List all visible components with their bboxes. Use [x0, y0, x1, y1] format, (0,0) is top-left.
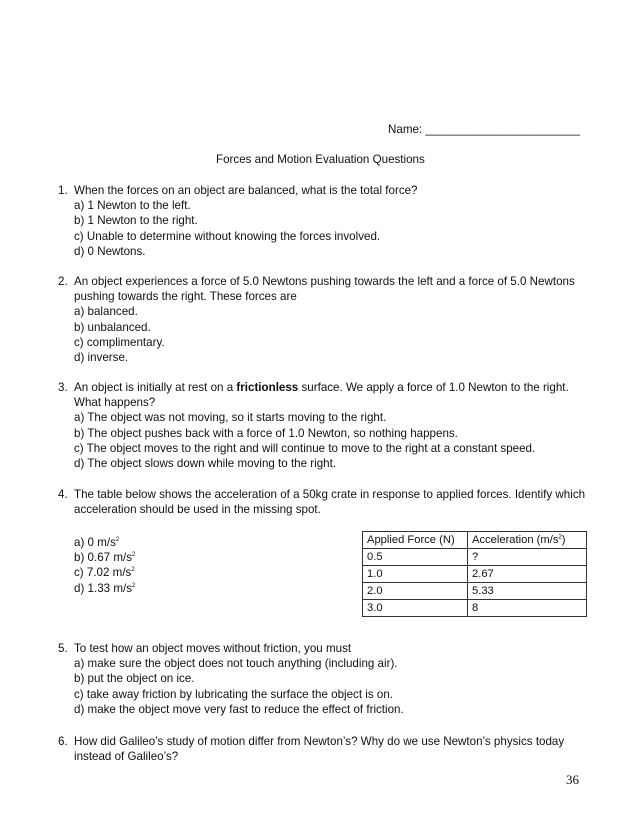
question-stem: When the forces on an object are balanced, what is the total force? — [74, 184, 418, 197]
question-stem: To test how an object moves without friction, you must — [74, 642, 352, 655]
answer-option-a: a) 0 $m/s^2$ — [74, 536, 120, 549]
question-1 — [58, 183, 598, 259]
table-cell: 2.67 — [468, 566, 587, 583]
question-number: 3. — [58, 381, 68, 394]
question-4-options — [74, 535, 135, 596]
answer-option-a: a) The object was not moving, so it starts moving to the right. — [74, 411, 387, 425]
answer-option-c: c) complimentary. — [74, 335, 165, 349]
question-5 — [58, 641, 598, 717]
answer-option-c: c) take away friction by lubricating the surface the object is on. — [74, 687, 393, 701]
table-row — [363, 549, 587, 566]
table-cell: 3.0 — [363, 600, 468, 617]
emphasized-term: frictionless — [236, 381, 299, 394]
table-row — [363, 583, 587, 600]
answer-option-b: b) put the object on ice. — [74, 672, 195, 686]
question-stem: How did Galileo’s study of motion differ from Newton’s? Why do we use Newton’s physics today instead of Galileo’s? — [74, 735, 565, 764]
question-number: 6. — [58, 735, 68, 748]
question-3 — [58, 380, 598, 471]
answer-option-b: b) The object pushes back with a force of 1.0 Newton, so nothing happens. — [74, 426, 458, 440]
question-4 — [58, 487, 598, 517]
answer-option-d: d) The object slows down while moving to the right. — [74, 457, 337, 471]
answer-option-b: b) 0.67 $m/s^2$ — [74, 551, 136, 565]
answer-option-d: d) 0 Newtons. — [74, 244, 146, 258]
table-header-row — [363, 532, 587, 549]
answer-option-d: d) inverse. — [74, 351, 129, 365]
worksheet-title: Forces and Motion Evaluation Questions — [216, 153, 425, 166]
table-cell: 0.5 — [363, 549, 468, 566]
answer-option-a: a) balanced. — [74, 305, 138, 319]
question-number: 5. — [58, 642, 68, 655]
answer-option-c: c) Unable to determine without knowing the forces involved. — [74, 229, 381, 243]
question-stem: The table below shows the acceleration of a 50kg crate in response to applied forces. Identify which acceleration should be used in the missing spot. — [74, 488, 586, 517]
answer-option-c: c) 7.02 $m/s^2$ — [74, 566, 135, 580]
name-field-label: Name: ________________________ — [388, 123, 581, 136]
question-number: 1. — [58, 184, 68, 197]
table-cell: 5.33 — [468, 583, 587, 600]
table-cell: 8 — [468, 600, 587, 617]
question-6 — [58, 734, 598, 764]
question-stem: An object is initially at rest on a frictionless surface. We apply a force of 1.0 Newton to the right. What happens? — [74, 381, 569, 410]
answer-option-a: a) make sure the object does not touch anything (including air). — [74, 657, 398, 671]
answer-option-b: b) unbalanced. — [74, 320, 151, 334]
question-number: 2. — [58, 275, 68, 288]
answer-option-b: b) 1 Newton to the right. — [74, 214, 198, 228]
question-2 — [58, 274, 598, 365]
question-stem: An object experiences a force of 5.0 Newtons pushing towards the left and a force of 5.0 Newtons pushing towards the right. These forces are — [74, 275, 575, 304]
table-cell: ? — [468, 549, 587, 566]
table-row — [363, 600, 587, 617]
table-header-cell: Acceleration $(m/s^2)$ — [468, 532, 587, 549]
answer-option-a: a) 1 Newton to the left. — [74, 199, 191, 213]
table-header-cell: Applied Force (N) — [363, 532, 468, 549]
answer-option-d: d) 1.33 $m/s^2$ — [74, 581, 136, 595]
answer-option-c: c) The object moves to the right and will continue to move to the right at a constant speed. — [74, 441, 536, 455]
table-cell: 1.0 — [363, 566, 468, 583]
force-acceleration-table — [362, 531, 587, 617]
table-row — [363, 566, 587, 583]
question-number: 4. — [58, 488, 68, 501]
page-number: 36 — [566, 772, 579, 787]
table-cell: 2.0 — [363, 583, 468, 600]
answer-option-d: d) make the object move very fast to reduce the effect of friction. — [74, 702, 404, 716]
